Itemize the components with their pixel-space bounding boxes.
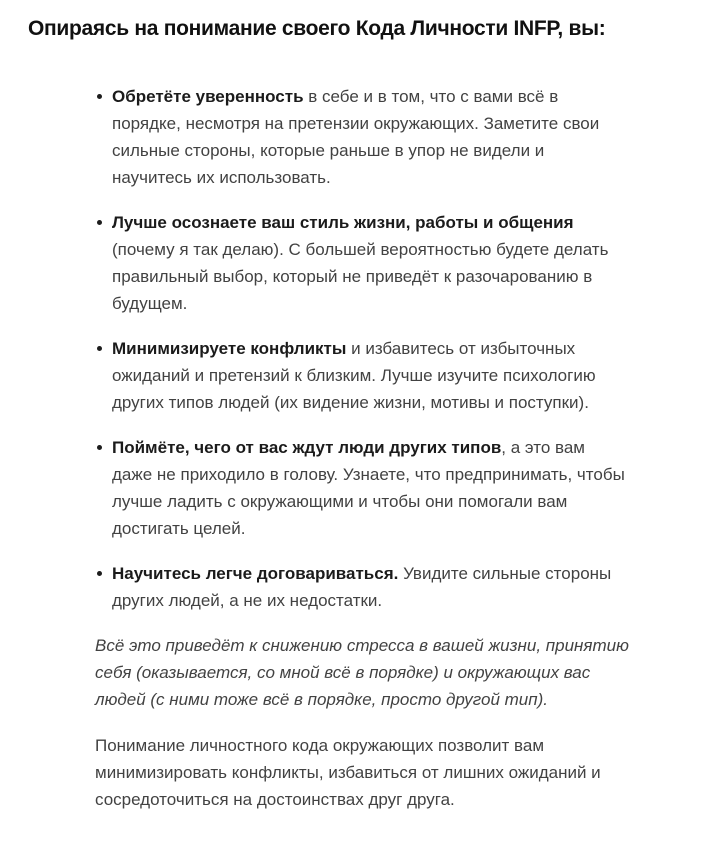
italic-note: Всё это приведёт к снижению стресса в вашей жизни, принятию себя (оказывается, со мной всё в порядке) и окружающих вас людей (с ними тоже всё в порядке, просто другой тип).: [95, 636, 629, 709]
bullet-lead: Лучше осознаете ваш стиль жизни, работы и общения: [112, 213, 574, 232]
bullet-text: , а это вам даже не приходило в голову. Узнаете, что предпринимать, чтобы лучше ладить с окружающими и чтобы они помогали вам достигать целей.: [112, 438, 625, 538]
bullet-lead: Обретёте уверенность: [112, 87, 304, 106]
bullet-icon: [97, 571, 102, 576]
bullet-text: в себе и в том, что с вами всё в порядке, несмотря на претензии окружающих. Заметите свои сильные стороны, которые раньше в упор не видели и научитесь их использовать.: [112, 87, 600, 187]
bullet-icon: [97, 445, 102, 450]
page-title: Опираясь на понимание своего Кода Личности INFP, вы:: [28, 17, 606, 40]
bullet-icon: [97, 220, 102, 225]
bullet-lead: Минимизируете конфликты: [112, 339, 347, 358]
list-item: [95, 83, 625, 191]
closing-paragraph: Понимание личностного кода окружающих позволит вам минимизировать конфликты, избавиться от лишних ожиданий и сосредоточиться на достоинствах друг друга.: [95, 736, 601, 809]
list-item: [95, 434, 625, 542]
bullet-icon: [97, 346, 102, 351]
bullet-lead: Поймёте, чего от вас ждут люди других типов: [112, 438, 502, 457]
bullet-lead: Научитесь легче договариваться.: [112, 564, 399, 583]
list-item: [95, 335, 625, 416]
article-content: [95, 83, 647, 813]
bullet-text: Увидите сильные стороны других людей, а не их недостатки.: [112, 564, 612, 610]
bullet-icon: [97, 94, 102, 99]
benefits-list: [95, 83, 625, 614]
bullet-text: и избавитесь от избыточных ожиданий и претензий к близким. Лучше изучите психологию других типов людей (их видение жизни, мотивы и поступки).: [112, 339, 596, 412]
list-item: [95, 209, 625, 317]
bullet-text: (почему я так делаю). С большей вероятностью будете делать правильный выбор, который не приведёт к разочарованию в будущем.: [112, 240, 609, 313]
list-item: [95, 560, 625, 614]
